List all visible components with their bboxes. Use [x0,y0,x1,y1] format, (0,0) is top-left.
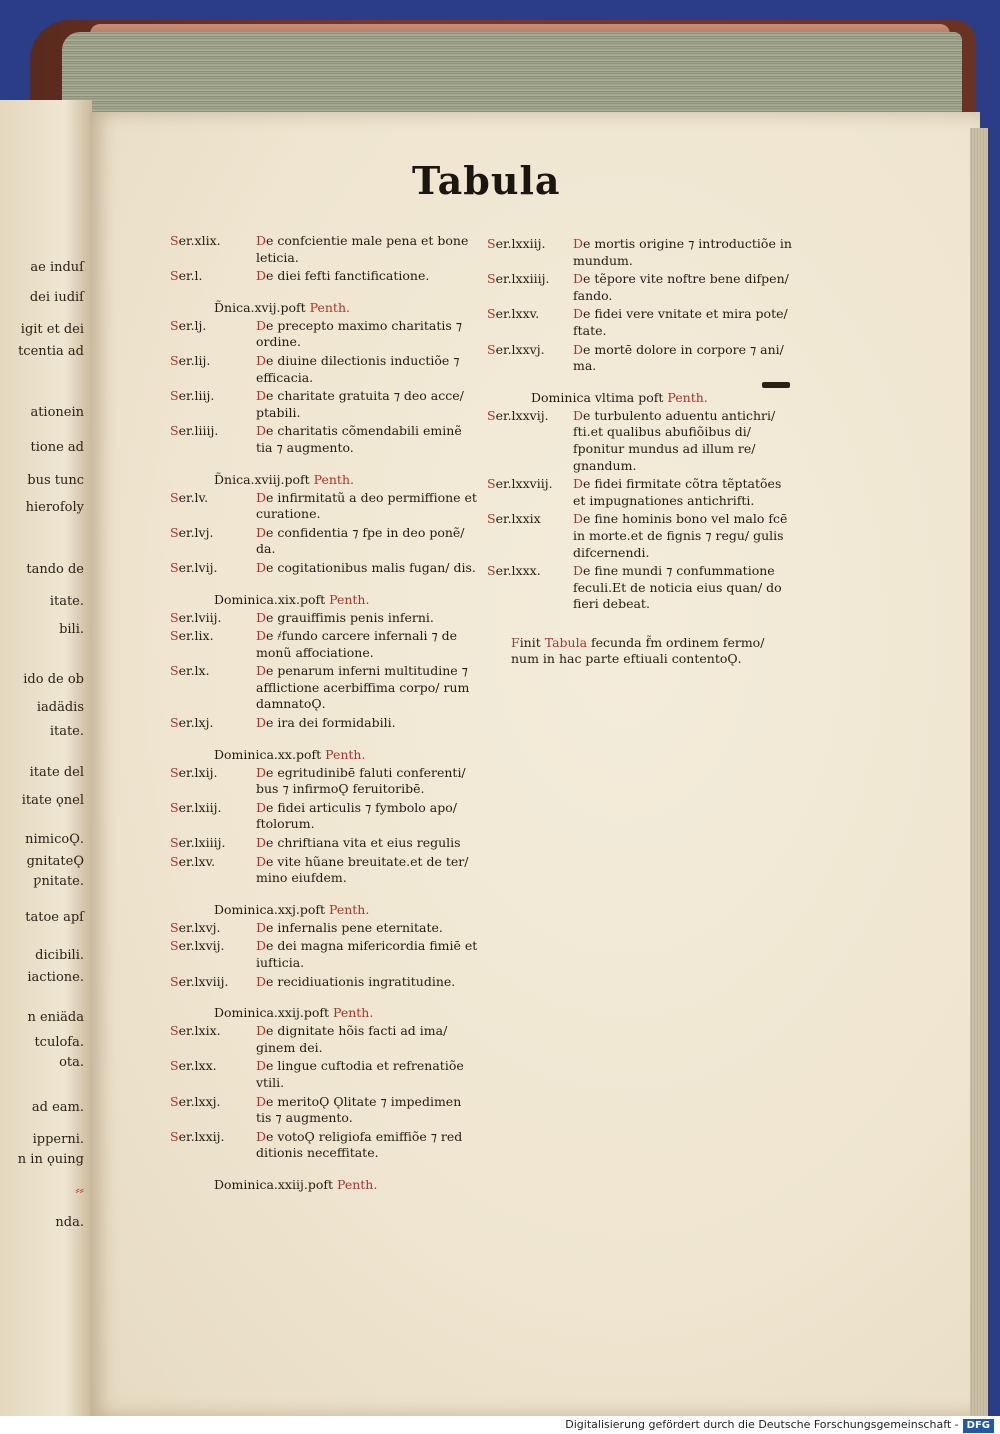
sermon-title: De dei magna mifericordia fimiē et iufticia. [256,938,478,970]
section-red-word: Penth. [309,299,350,315]
sermon-number: Ser.lxvij. [170,938,225,954]
table-entry [170,388,480,421]
left-page-fragment: itate. [49,724,84,739]
sermon-title: De fine mundi ⁊ confummatione feculi.Et de noticia eius quan/ do fieri debeat. [573,563,782,612]
sermon-title: De diuine dilectionis inductiõe ⁊ efficacia. [256,352,460,385]
sermon-number: Ser.lxxiiij. [487,271,550,287]
section-title: Dominica.xx.poft [214,746,322,762]
table-entry [170,854,480,887]
section-heading [214,299,480,316]
left-page-fragment: bus tunc [27,473,84,488]
sermon-title: De lingue cuftodia et refrenatiõe vtili. [256,1058,464,1090]
table-entry [487,236,792,269]
sermon-number: Ser.lxxv. [487,306,540,322]
sermon-number: Ser.xlix. [170,233,221,248]
table-entry [487,511,792,561]
left-page-fragment: ationein [30,405,84,420]
sermon-title: De penarum inferni multitudine ⁊ afflictione acerbiffima corpo/ rum damnatoǪ. [256,663,470,712]
section-red-word: Penth. [332,1005,374,1021]
sermon-title: De turbulento aduentu antichri/ fti.et qualibus abufiõibus di/ fponitur mundus ad illum re/ gnandum. [573,407,776,473]
section-heading [214,1004,480,1021]
sermon-title: De charitate gratuita ⁊ deo acce/ ptabili. [256,388,464,420]
left-page-fragment: itate. [49,594,84,609]
left-page-fragment: itate ǫnel [21,793,84,808]
table-entry [487,306,792,339]
sermon-title: De confidentia ⁊ fpe in deo ponẽ/ da. [256,524,465,557]
section-heading [214,901,480,918]
table-entry [487,563,792,613]
table-entry [487,408,792,474]
sermon-number: Ser.lxx. [170,1058,217,1074]
left-page-fragment: bili. [59,622,84,637]
sermon-title: De infernalis pene eternitate. [256,919,443,935]
left-page-fragment: iadädis [36,700,84,715]
table-entry [170,268,480,285]
section-heading [214,746,480,763]
section-title: Dominica vltima poft [531,389,664,405]
table-entry [170,663,480,713]
sermon-number: Ser.lxiiij. [170,835,226,851]
sermon-title: De confcientie male pena et bone leticia. [256,233,469,265]
table-entry [487,271,792,304]
left-page-fragment: itate del [29,765,84,780]
table-entry [170,560,480,577]
sermon-number: Ser.lxj. [170,715,214,731]
sermon-number: Ser.lxxij. [170,1128,225,1144]
left-page-fragment: tando de [26,562,84,577]
sermon-title: De diei fefti fanctificatione. [256,268,430,284]
left-page-fragment: gnitateǪ [26,854,84,869]
sermon-number: Ser.l. [170,268,203,284]
left-page-fragment: dicibili. [35,948,84,963]
finit-first: F [511,634,520,650]
sermon-title: De fidei vere vnitate et mira pote/ ftate. [573,306,788,338]
table-entry [170,920,480,937]
sermon-number: Ser.lviij. [170,609,222,625]
left-page-fragment: nda. [55,1215,84,1230]
table-entry [170,715,480,732]
sermon-number: Ser.lij. [170,352,211,368]
sermon-number: Ser.lxv. [170,853,216,869]
sermon-number: Ser.lxviij. [170,973,229,989]
sermon-number: Ser.lxiij. [170,799,222,815]
section-title: Dominica.xix.poft [214,591,326,607]
table-entry [170,835,480,852]
section-red-word: Penth. [325,746,366,762]
sermon-number: Ser.liij. [170,388,215,404]
section-red-word: Penth. [328,901,370,917]
table-entry [487,476,792,509]
sermon-number: Ser.lx. [170,663,210,679]
left-page-fragment: hierofoly [25,500,84,515]
finit-mid-a: init [519,634,545,650]
page-right-edge [970,128,988,1416]
sermon-number: Ser.lvij. [170,559,218,575]
sermon-title: De fidei articulis ⁊ fymbolo apo/ ftolorum. [256,799,457,832]
sermon-number: Ser.lxij. [170,764,218,780]
table-entry [170,800,480,833]
section-red-word: Penth. [336,1176,378,1192]
sermon-title: De mortis origine ⁊ introductiõe in mundum. [573,236,792,268]
table-entry [170,423,480,456]
table-entry [170,353,480,386]
left-page-fragment: iactione. [27,970,84,985]
left-page-fragment: ⸗⸗ [75,1183,84,1198]
section-red-word: Penth. [667,389,708,405]
sermon-title: De charitatis cõmendabili eminẽ tia ⁊ augmento. [256,423,462,455]
left-page-fragment: igit et dei [20,322,84,337]
sermon-number: Ser.lxxvj. [487,341,545,357]
table-entry [170,610,480,627]
sermon-title: De recidiuationis ingratitudine. [256,973,456,989]
left-page-fragment: ad eam. [31,1100,84,1115]
sermon-title: De cogitationibus malis fugan/ dis. [256,559,476,575]
sermon-title: De meritoǪ Ǫlitate ⁊ impedimen tis ⁊ augmento. [256,1093,462,1126]
footer-text: Digitalisierung gefördert durch die Deutsche Forschungsgemeinschaft - [565,1418,959,1431]
table-entry [170,233,480,266]
sermon-title: De ҂fundo carcere infernali ⁊ de monũ affociatione. [256,628,458,660]
sermon-title: De egritudinibē faluti conferenti/ bus ⁊ infirmoǪ feruitoribē. [256,764,466,797]
table-entry [170,1058,480,1091]
left-page-fragment: tcentia ad [18,344,84,359]
sermon-title: De mortē dolore in corpore ⁊ ani/ ma. [573,341,784,374]
sermon-number: Ser.lxxviij. [487,476,553,492]
left-page-fragment: ipperni. [32,1132,84,1147]
sermon-title: De dignitate hõis facti ad ima/ ginem dei. [256,1023,448,1055]
sermon-title: De infirmitatũ a deo permiffione et curatione. [256,489,477,522]
sermon-title: De ira dei formidabili. [256,715,396,731]
left-page-fragment: nimicoǪ. [25,832,84,847]
section-red-word: Penth. [313,471,354,487]
ink-mark [762,382,790,388]
left-page-fragment: n in ǫuing [17,1152,84,1167]
sermon-title: De precepto maximo charitatis ⁊ ordine. [256,317,462,350]
left-page-fragment: n eniäda [27,1010,84,1025]
sermon-title: De tẽpore vite noftre bene difpen/ fando. [573,271,789,303]
section-title: Dominica.xxij.poft [214,1005,329,1021]
sermon-title: De votoǪ religiofa emiffiõe ⁊ red ditionis neceffitate. [256,1128,463,1161]
left-page-fragment: ae induſ [30,260,84,275]
table-entry [170,318,480,351]
sermon-number: Ser.lxxiij. [487,236,546,251]
page-heading: Tabula [412,158,561,203]
sermon-number: Ser.lvj. [170,524,214,540]
table-entry [170,938,480,971]
sermon-title: De grauiffimis penis inferni. [256,609,434,625]
left-page-fragment: ido de ob [23,672,84,687]
sermon-number: Ser.lxvj. [170,919,221,935]
sermon-number: Ser.lv. [170,489,209,505]
table-column-right [487,236,792,668]
left-page-fragment: ota. [59,1055,84,1070]
dfg-logo: DFG [963,1419,994,1433]
table-entry [170,490,480,523]
table-entry [170,628,480,661]
left-page-fragment: tatoe apſ [25,910,84,925]
sermon-number: Ser.lj. [170,317,207,333]
left-page-fragment: dei iudiſ [29,290,84,305]
section-heading [214,1176,480,1193]
left-page-fragment: tione ad [30,440,84,455]
table-entry [170,1094,480,1127]
sermon-title: De vite hũane breuitate.et de ter/ mino eiufdem. [256,853,469,886]
section-heading [214,591,480,608]
left-page-fragment: ƿnitate. [33,874,84,889]
section-title: Dominica.xxj.poft [214,901,325,917]
table-entry [487,342,792,375]
sermon-title: De fine hominis bono vel malo fcē in morte.et de fignis ⁊ regu/ gulis difcernendi. [573,511,788,560]
section-title: D̃nica.xviij.poft [214,471,310,487]
sermon-number: Ser.lxxix [487,511,541,527]
finit-rest: fecunda f̃m ordinem fermo/ num in hac parte eftiuali contentoǪ. [511,634,765,667]
sermon-number: Ser.liiij. [170,423,219,439]
sermon-title: De chriftiana vita et eius regulis [256,835,461,851]
sermon-number: Ser.lxxx. [487,563,541,579]
footer-credit [0,1416,1000,1434]
section-title: D̃nica.xvij.poft [214,299,306,315]
sermon-number: Ser.lxxj. [170,1093,221,1109]
sermon-number: Ser.lxxvij. [487,407,549,423]
table-entry [170,974,480,991]
left-page-fragment: tculofa. [34,1035,84,1050]
sermon-number: Ser.lxix. [170,1023,221,1039]
finit-red-word: Tabula [544,634,588,650]
table-entry [170,525,480,558]
table-entry [170,765,480,798]
section-heading [531,389,792,406]
table-column-left [170,233,480,1195]
table-entry [170,1129,480,1162]
finit-colophon [511,635,792,668]
sermon-number: Ser.lix. [170,628,214,644]
sermon-title: De fidei firmitate cõtra tẽptatões et impugnationes antichrifti. [573,476,782,508]
section-red-word: Penth. [329,591,370,607]
section-title: Dominica.xxiij.poft [214,1176,333,1192]
table-entry [170,1023,480,1056]
left-facing-page [0,100,92,1416]
section-heading [214,471,480,488]
